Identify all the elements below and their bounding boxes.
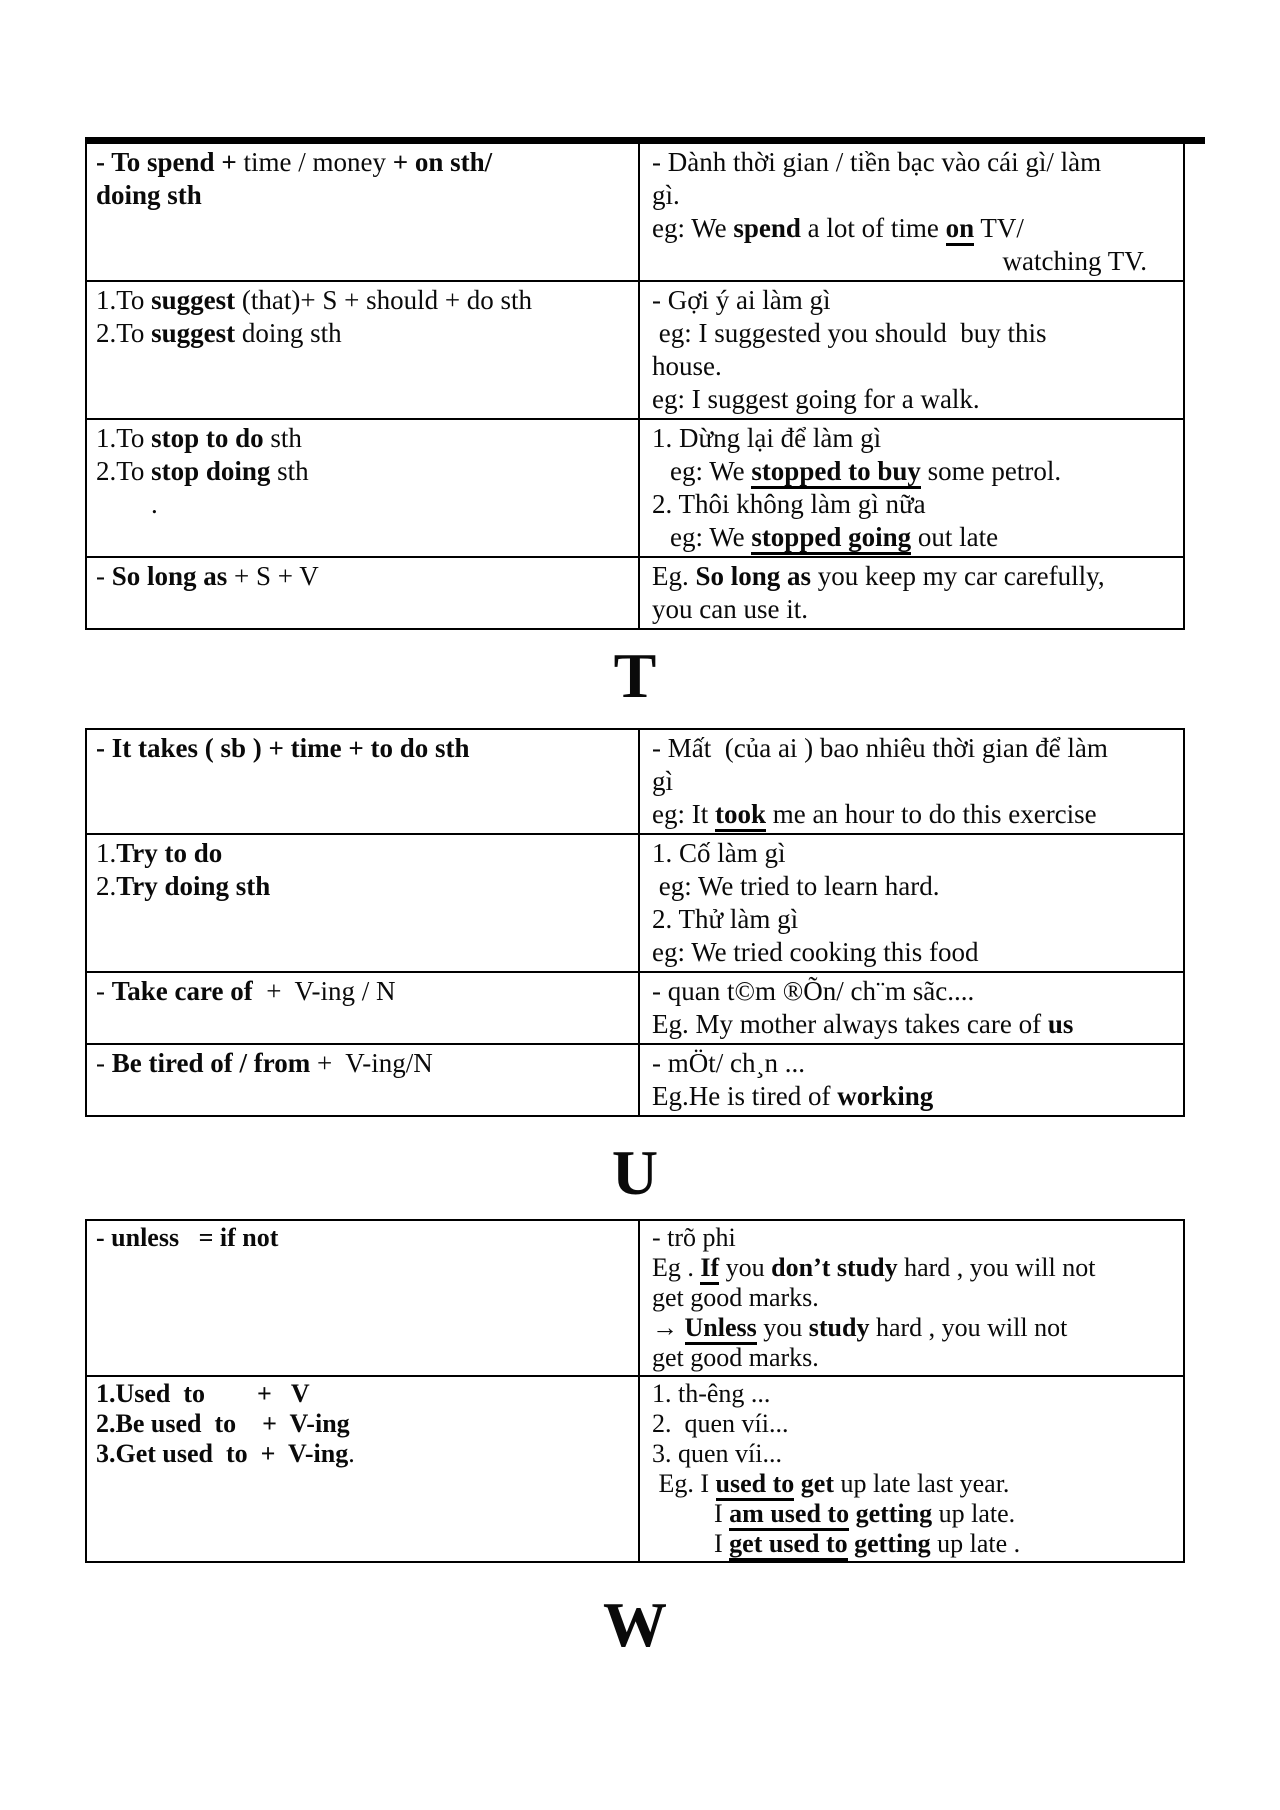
text-line — [96, 1223, 632, 1253]
meaning-cell — [640, 730, 1183, 833]
text-line — [652, 1253, 1175, 1283]
structure-cell — [87, 420, 640, 556]
text-run: hard , you will not — [869, 1313, 1068, 1342]
meaning-cell — [640, 420, 1183, 556]
text-run: + S + V — [227, 561, 319, 591]
structure-cell — [87, 1377, 640, 1561]
text-line — [96, 732, 632, 765]
text-line — [652, 560, 1175, 593]
text-line — [652, 245, 1175, 278]
text-run: 1.To — [96, 285, 152, 315]
text-run: Eg. My mother always takes care of — [652, 1009, 1048, 1039]
text-run: . — [348, 1439, 355, 1468]
text-line — [652, 1469, 1175, 1499]
text-run: up late last year. — [834, 1469, 1010, 1498]
text-run: up late. — [932, 1499, 1016, 1528]
grammar-table-t — [85, 728, 1185, 1117]
text-run: watching TV. — [1002, 246, 1147, 276]
text-run: Eg. — [652, 561, 696, 591]
meaning-cell — [640, 144, 1183, 280]
meaning-cell — [640, 282, 1183, 418]
structure-cell — [87, 973, 640, 1043]
top-rule — [85, 137, 1205, 144]
text-line — [96, 317, 632, 350]
text-run: - quan t©m ®Õn/ ch¨m sãc.... — [652, 976, 975, 1006]
text-line — [96, 422, 632, 455]
text-run: I — [714, 1499, 730, 1528]
text-run: out late — [911, 522, 999, 552]
text-run: Try to do — [116, 838, 223, 868]
text-run: 1. th-êng ... — [652, 1379, 771, 1408]
meaning-cell — [640, 1045, 1183, 1115]
text-line — [96, 284, 632, 317]
text-run: Eg. I — [652, 1469, 716, 1498]
text-run: suggest — [151, 318, 236, 348]
text-run: 3.Get used to + V-ing — [96, 1439, 349, 1468]
text-run: get used to — [729, 1529, 847, 1561]
structure-cell — [87, 835, 640, 971]
table-row — [87, 730, 1183, 835]
structure-cell — [87, 1221, 640, 1375]
text-run: 1.To — [96, 423, 152, 453]
text-line — [652, 284, 1175, 317]
grammar-reference-page — [85, 137, 1185, 1677]
text-run: 3. quen víi... — [652, 1439, 782, 1468]
text-run: Eg.He is tired of — [652, 1081, 838, 1111]
text-run: → — [652, 1313, 685, 1342]
text-run: - Dành thời gian / tiền bạc vào cái gì/ làm — [652, 147, 1102, 177]
text-line — [96, 146, 632, 179]
text-line — [652, 1439, 1175, 1469]
text-line — [652, 422, 1175, 455]
text-run: on — [946, 213, 975, 246]
text-run: am used to — [729, 1499, 849, 1531]
text-run: a lot of time — [800, 213, 946, 243]
text-run: - unless = if not — [96, 1223, 279, 1252]
text-line — [652, 1008, 1175, 1041]
text-run: eg: We tried cooking this food — [652, 937, 979, 967]
text-line — [96, 870, 632, 903]
structure-cell — [87, 282, 640, 418]
meaning-cell — [640, 1221, 1183, 1375]
text-line — [652, 1379, 1175, 1409]
text-run: 1. — [96, 838, 117, 868]
structure-cell — [87, 730, 640, 833]
table-row — [87, 420, 1183, 558]
text-run: suggest — [151, 285, 236, 315]
text-run: you keep my car carefully, — [811, 561, 1105, 591]
table-row — [87, 1045, 1183, 1115]
text-run: - trõ phi — [652, 1223, 736, 1252]
text-run: eg: We tried to learn hard. — [652, 871, 940, 901]
text-run: working — [837, 1081, 934, 1111]
text-run: - mÖt/ ch¸n ... — [652, 1048, 805, 1078]
text-run: - Mất (của ai ) bao nhiêu thời gian để làm — [652, 733, 1108, 763]
text-run: + V-ing / N — [252, 976, 396, 1006]
text-run: - It takes ( sb ) + time + to do sth — [96, 733, 470, 763]
text-run: eg: I suggested you should buy this — [652, 318, 1047, 348]
structure-cell — [87, 558, 640, 628]
text-run: sth — [263, 423, 302, 453]
text-run: stop to do — [151, 423, 264, 453]
text-run: Take care of — [111, 976, 253, 1006]
text-run: some petrol. — [920, 456, 1062, 486]
table-row — [87, 558, 1183, 628]
text-run: took — [715, 799, 766, 832]
table-row — [87, 973, 1183, 1045]
text-run: eg: I suggest going for a walk. — [652, 384, 980, 414]
table-row — [87, 282, 1183, 420]
text-run: 2. quen víi... — [652, 1409, 789, 1438]
text-run: TV/ — [974, 213, 1024, 243]
section-heading-t: T — [613, 640, 657, 711]
text-run: Unless — [685, 1313, 757, 1345]
text-run: spend — [733, 213, 801, 243]
text-run: - — [96, 1048, 112, 1078]
text-run: stopped going — [751, 522, 911, 555]
text-run: + V-ing/N — [310, 1048, 433, 1078]
text-line — [96, 560, 632, 593]
text-run: getting — [855, 1499, 933, 1528]
text-line — [652, 317, 1175, 350]
text-run: doing sth — [235, 318, 342, 348]
text-run: us — [1047, 1009, 1074, 1039]
text-line — [652, 1080, 1175, 1113]
text-run: get — [800, 1469, 834, 1498]
text-run: get good marks. — [652, 1343, 819, 1372]
text-run: stop doing — [151, 456, 271, 486]
text-run: me an hour to do this exercise — [766, 799, 1097, 829]
text-line — [652, 1313, 1175, 1343]
text-run: 2.To — [96, 318, 152, 348]
text-line — [96, 455, 632, 488]
text-run: So long as — [111, 561, 228, 591]
text-run: house. — [652, 351, 722, 381]
structure-cell — [87, 1045, 640, 1115]
grammar-table-s — [85, 144, 1185, 630]
text-line — [652, 903, 1175, 936]
text-line — [652, 179, 1175, 212]
text-line — [652, 936, 1175, 969]
table-row — [87, 1377, 1183, 1561]
text-run: eg: We — [670, 522, 752, 552]
text-line — [96, 1047, 632, 1080]
meaning-cell — [640, 973, 1183, 1043]
text-line — [652, 455, 1175, 488]
text-run: study — [808, 1313, 870, 1342]
text-run: Eg . — [652, 1253, 701, 1282]
text-run: doing sth — [96, 180, 202, 210]
text-line — [652, 212, 1175, 245]
text-line — [652, 870, 1175, 903]
table-row — [87, 1221, 1183, 1377]
text-line — [652, 488, 1175, 521]
text-line — [96, 1439, 632, 1469]
meaning-cell — [640, 835, 1183, 971]
section-heading-u: U — [611, 1137, 659, 1208]
text-run: getting — [854, 1529, 931, 1558]
text-run: eg: We — [652, 213, 734, 243]
text-run: 2. — [96, 871, 117, 901]
text-line — [652, 1499, 1175, 1529]
text-run: So long as — [695, 561, 812, 591]
text-line — [652, 837, 1175, 870]
text-run: gì. — [652, 180, 680, 210]
text-line — [652, 383, 1175, 416]
text-line — [652, 1409, 1175, 1439]
text-run: gì — [652, 766, 674, 796]
text-line — [652, 1529, 1175, 1559]
text-line — [652, 350, 1175, 383]
text-run: stopped to buy — [751, 456, 921, 489]
meaning-cell — [640, 1377, 1183, 1561]
text-line — [652, 1343, 1175, 1373]
text-line — [652, 146, 1175, 179]
text-line — [96, 975, 632, 1008]
text-line — [96, 488, 632, 521]
text-run: sth — [270, 456, 309, 486]
section-heading-w: W — [603, 1589, 667, 1660]
text-line — [96, 837, 632, 870]
text-run: used to — [716, 1469, 795, 1501]
text-run: up late . — [930, 1529, 1021, 1558]
text-run: 1. Dừng lại để làm gì — [652, 423, 882, 453]
text-run: you can use it. — [652, 594, 808, 624]
table-row — [87, 835, 1183, 973]
text-run: 2.To — [96, 456, 152, 486]
text-run: - To spend + — [96, 147, 237, 177]
grammar-table-u — [85, 1219, 1185, 1563]
table-row — [87, 144, 1183, 282]
text-run: 1. Cố làm gì — [652, 838, 786, 868]
text-run: - — [96, 976, 112, 1006]
text-run: 2. Thử làm gì — [652, 904, 799, 934]
text-run: 2.Be used to + V-ing — [96, 1409, 350, 1438]
text-run: hard , you will not — [897, 1253, 1096, 1282]
text-line — [652, 975, 1175, 1008]
text-line — [652, 1283, 1175, 1313]
text-run: - Gợi ý ai làm gì — [652, 285, 831, 315]
text-run: Try doing sth — [116, 871, 271, 901]
structure-cell — [87, 144, 640, 280]
text-run: 1.Used to + V — [96, 1379, 310, 1408]
text-line — [96, 1409, 632, 1439]
text-line — [96, 179, 632, 212]
text-run: 2. Thôi không làm gì nữa — [652, 489, 926, 519]
text-run: time / money — [236, 147, 393, 177]
meaning-cell — [640, 558, 1183, 628]
text-run: If — [700, 1253, 719, 1285]
text-run: (that)+ S + should + do sth — [235, 285, 533, 315]
text-run: - — [96, 561, 112, 591]
text-line — [652, 732, 1175, 765]
text-run: you — [756, 1313, 809, 1342]
text-run: don’t study — [771, 1253, 898, 1282]
text-run: I — [714, 1529, 730, 1558]
text-line — [652, 593, 1175, 626]
text-run: you — [719, 1253, 772, 1282]
text-line — [652, 1047, 1175, 1080]
text-line — [96, 1379, 632, 1409]
text-run: get good marks. — [652, 1283, 819, 1312]
text-run: eg: It — [652, 799, 715, 829]
text-run: . — [151, 489, 158, 519]
text-run: Be tired of / from — [111, 1048, 311, 1078]
text-run: + on sth/ — [392, 147, 493, 177]
text-run: eg: We — [670, 456, 752, 486]
text-line — [652, 798, 1175, 831]
text-line — [652, 1223, 1175, 1253]
text-line — [652, 521, 1175, 554]
text-line — [652, 765, 1175, 798]
